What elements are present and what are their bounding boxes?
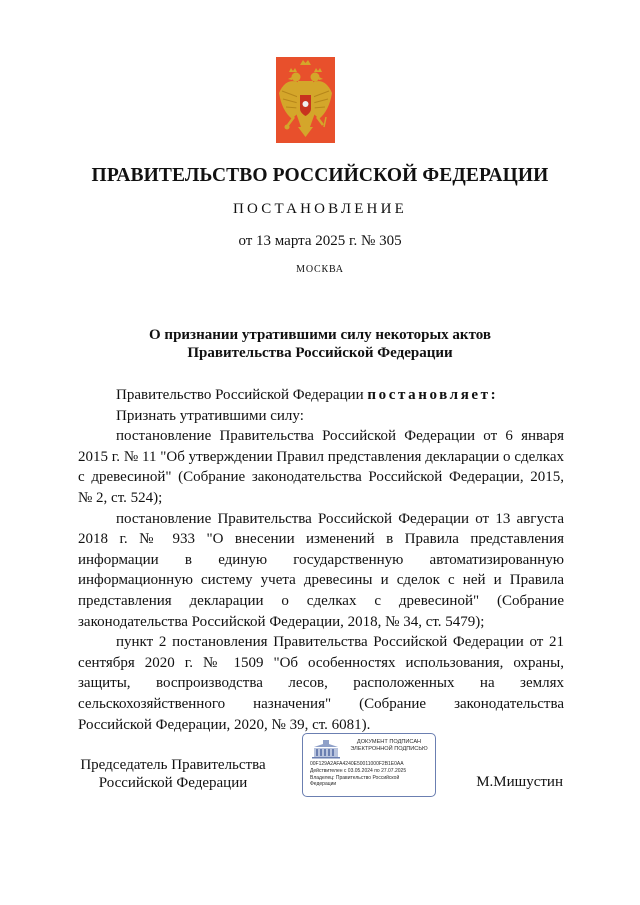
- document-body: [78, 385, 564, 735]
- stamp-owner-line-2: Федерации: [310, 781, 337, 787]
- electronic-signature-stamp: [302, 733, 436, 797]
- signatory-position-line-2: Российской Федерации: [98, 775, 248, 791]
- signatory-position-line-1: Председатель Правительства: [80, 757, 266, 773]
- repealed-item-1: постановление Правительства Российской Федерации от 6 января 2015 г. № 11 "Об утверждении Правил представления декларации о сделках с древесиной" (Собрание законодательства Российской Федерации, 2015, № 2, ст. 524);: [78, 428, 564, 506]
- stamp-header: [343, 739, 435, 753]
- document-title: [0, 326, 640, 362]
- intro-resolves: постановляет:: [367, 387, 499, 403]
- repealed-item-2: постановление Правительства Российской Федерации от 13 августа 2018 г. № 933 "О внесении изменений в Правила представления информации в единую государственную автоматизированную информационную систему учета древесины и сделок с ней и Правила представления декларации о сделках с древесиной" (Собрание законодательства Российской Федерации, 2018, № 34, ст. 5479);: [78, 510, 564, 630]
- stamp-header-line-1: ДОКУМЕНТ ПОДПИСАН: [356, 739, 422, 745]
- title-line-2: Правительства Российской Федерации: [187, 345, 453, 361]
- organization-name: ПРАВИТЕЛЬСТВО РОССИЙСКОЙ ФЕДЕРАЦИИ: [91, 165, 549, 186]
- signatory-position: [78, 756, 268, 792]
- coat-of-arms-icon: [276, 57, 335, 143]
- document-date-number: от 13 марта 2025 г. № 305: [238, 233, 402, 249]
- intro-prefix: Правительство Российской Федерации: [116, 387, 368, 403]
- stamp-owner-line-1: Владелец: Правительство Российской: [310, 775, 400, 781]
- document-type: ПОСТАНОВЛЕНИЕ: [233, 201, 407, 217]
- declare-paragraph: Признать утратившими силу:: [116, 407, 304, 424]
- signatory-name: М.Мишустин: [476, 774, 563, 790]
- government-building-icon: [311, 739, 341, 759]
- stamp-validity: Действителен с 03.05.2024 по 27.07.2025: [310, 768, 407, 774]
- document-city: МОСКВА: [296, 264, 344, 275]
- repealed-item-3: пункт 2 постановления Правительства Российской Федерации от 21 сентября 2020 г. № 1509 "Об особенностях использования, охраны, защиты, воспроизводства лесов, расположенных на землях сельскохозяйственного назначения" (Собрание законодательства Российской Федерации, 2020, № 39, ст. 6081).: [78, 634, 564, 733]
- title-line-1: О признании утратившими силу некоторых актов: [149, 327, 491, 343]
- stamp-serial: 00F129A2AFA4240E50011000F2B1E0AA: [310, 761, 404, 767]
- intro-paragraph: [78, 385, 564, 406]
- stamp-header-line-2: ЭЛЕКТРОННОЙ ПОДПИСЬЮ: [350, 746, 428, 752]
